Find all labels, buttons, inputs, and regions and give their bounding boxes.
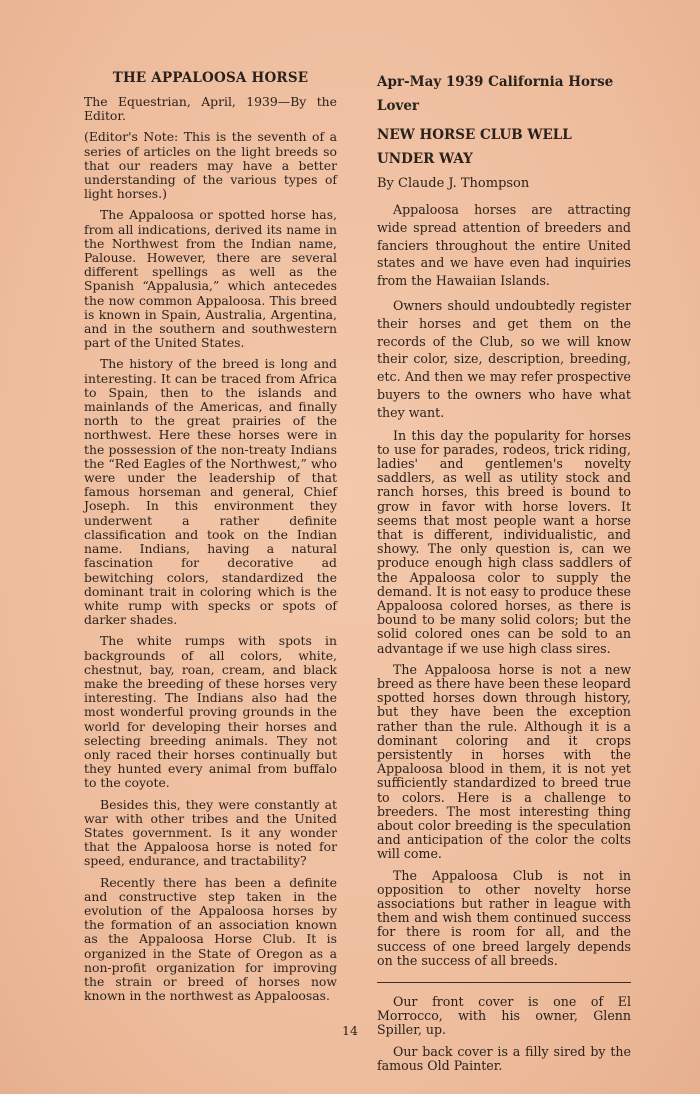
article-title-line-1: NEW HORSE CLUB WELL [377, 127, 572, 143]
cover-note-front: Our front cover is one of El Morrocco, with his owner, Glenn Spiller, up. [377, 994, 631, 1038]
body-paragraph: Recently there has been a definite and constructive step taken in the evolution of the Appaloosa horses by the formation of an association known as the Appaloosa Horse Club. It is organized in the State of Oregon as a non-profit organization for improving the strain or breed of horses now known in the northwest as Appaloosas. [84, 874, 337, 1004]
article-title-appaloosa-horse: THE APPALOOSA HORSE [112, 70, 309, 86]
body-paragraph: The white rumps with spots in backgrounds of all colors, white, chestnut, bay, roan, cream, and black make the breeding of these horses very interesting. The Indians also had the most wonderful proving grounds in the world for developing their horses and selecting breeding animals. They not only raced their horses continually but they hunted every animal from buffalo to the coyote. [84, 633, 337, 791]
page-number: 14 [342, 1023, 358, 1038]
byline: By Claude J. Thompson [377, 176, 530, 191]
body-paragraph: The history of the breed is long and interesting. It can be traced from Africa to Spain, then to the islands and mainlands of the Americas, and finally north to the great prairies of the northwest. Here these horses were in the possession of the non-treaty Indians the “Red Eagles of the Northwest,” who were under the leadership of that famous horseman and general, Chief Joseph. In this environment they underwent a rather definite classification and took on the Indian name. Indians, having a natural fascination for decorative ad bewitching colors, standardized the dominant trait in coloring which is the white rump with specks or spots of darker shades. [84, 356, 337, 628]
body-paragraph: The Appaloosa Club is not in opposition to other novelty horse associations but rather in league with them and wish them continued success for there is room for all, and the success of one breed largely depends on the success of all breeds. [377, 867, 631, 968]
source-line: The Equestrian, April, 1939—By the Editor. [84, 94, 337, 124]
body-paragraph: The Appaloosa or spotted horse has, from all indications, derived its name in the Northwest from the Indian name, Palouse. However, there are several different spellings as well as the Spanish “Appalusia,” which antecedes the now common Appaloosa. This breed is known in Spain, Australia, Argentina, and in the southern and southwestern part of the United States. [84, 207, 337, 351]
body-paragraph: The Appaloosa horse is not a new breed as there have been these leopard spotted horses down through history, but they have been the exception rather than the rule. Although it is a dominant coloring and it crops persistently in horses with the Appaloosa blood in them, it is not yet sufficiently standardized to breed true to colors. Here is a challenge to breeders. The most interesting thing about color breeding is the speculation and anticipation of the color the colts will come. [377, 661, 631, 862]
body-paragraph: Appaloosa horses are attracting wide spread attention of breeders and fanciers throughout the entire United states and we have even had inquiries from the Hawaiian Islands. [377, 202, 631, 289]
left-column [84, 70, 337, 1010]
source-heading: Apr-May 1939 California Horse Lover [377, 74, 614, 114]
cover-note-back: Our back cover is a filly sired by the famous Old Painter. [377, 1043, 631, 1073]
editors-note: (Editor's Note: This is the seventh of a series of articles on the light breeds so that our readers may have a better understanding of the various types of light horses.) [84, 129, 337, 202]
body-paragraph: Owners should undoubtedly register their horses and get them on the records of the Club, so we will know their color, size, description, breeding, etc. And then we may refer prospective buyers to the owners who have what they want. [377, 297, 631, 420]
body-paragraph: Besides this, they were constantly at war with other tribes and the United States government. Is it any wonder that the Appaloosa horse is noted for speed, endurance, and tractability? [84, 796, 337, 869]
article-title-line-2: UNDER WAY [377, 151, 473, 167]
right-column [377, 70, 631, 1080]
body-paragraph: In this day the popularity for horses to use for parades, rodeos, trick riding, ladies' and gentlemen's novelty saddlers, as well as utility stock and ranch horses, this breed is bound to grow in favor with horse lovers. It seems that most people want a horse that is different, individualistic, and showy. The only question is, can we produce enough high class saddlers of the Appaloosa color to supply the demand. It is not easy to produce these Appaloosa colored horses, as there is bound to be many solid colors; but the solid colored ones can be sold to an advantage if we use high class sires. [377, 427, 631, 656]
section-divider [377, 982, 631, 983]
